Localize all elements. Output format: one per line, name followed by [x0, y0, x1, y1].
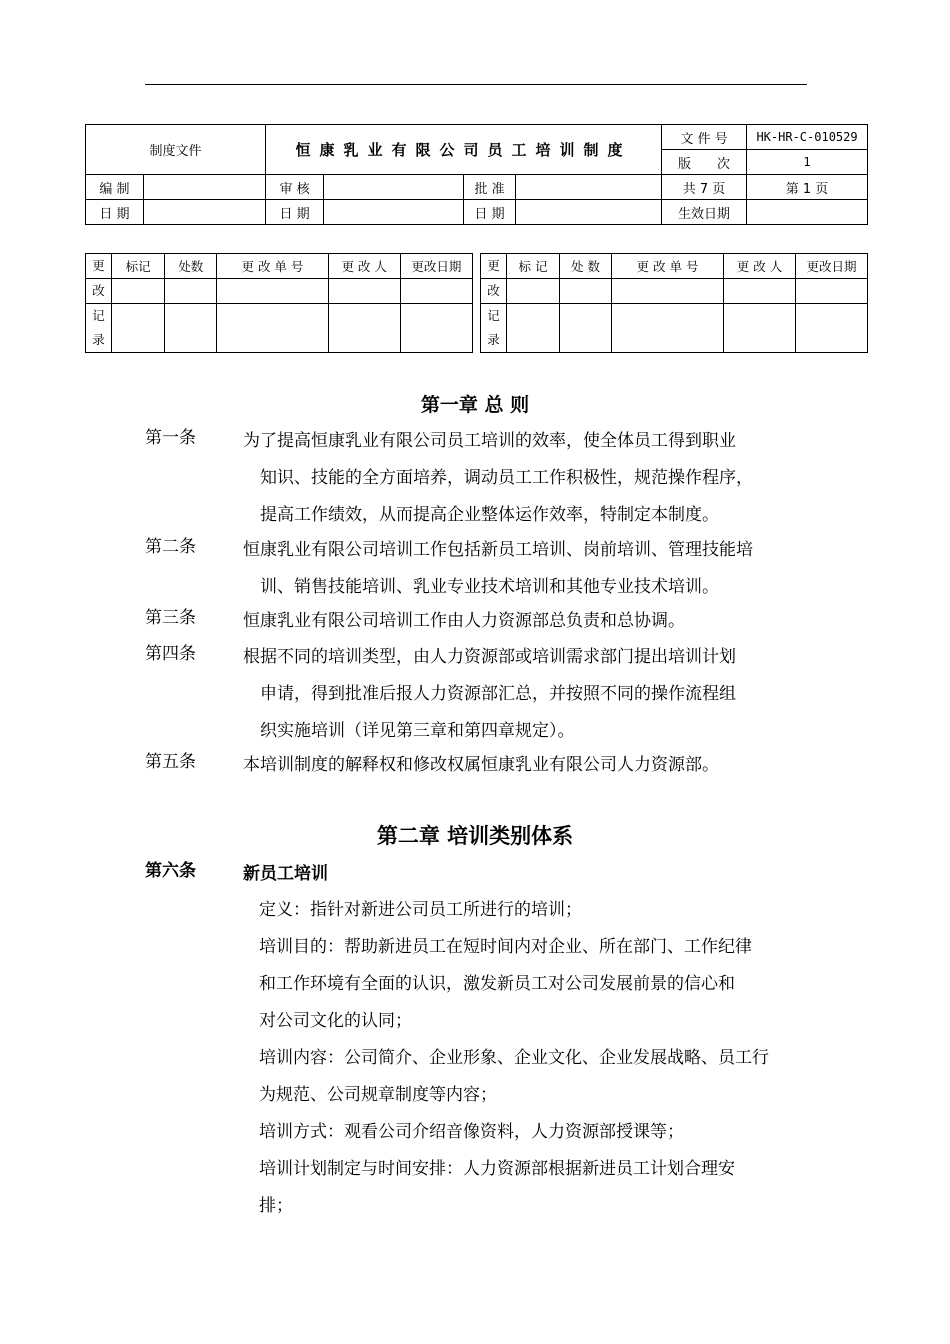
text-line: 织实施培训（详见第三章和第四章规定）。: [260, 721, 575, 741]
empty-cell: [612, 279, 724, 304]
empty-cell: [507, 304, 560, 353]
col-change-no: 更 改 单 号: [612, 254, 724, 279]
text-line: 培训方式：观看公司介绍音像资料，人力资源部授课等；: [259, 1122, 684, 1142]
text-line: 排；: [259, 1196, 293, 1216]
text-line: 申请，得到批准后报人力资源部汇总，并按照不同的操作流程组: [260, 684, 736, 704]
revision-side-label: 改: [481, 279, 507, 304]
text-line: 为规范、公司规章制度等内容；: [259, 1085, 497, 1105]
text-line: 恒康乳业有限公司培训工作包括新员工培训、岗前培训、管理技能培: [243, 540, 753, 560]
approve-date-value: [516, 200, 662, 225]
article-1-text: [243, 423, 809, 534]
text-line: 培训内容：公司简介、企业形象、企业文化、企业发展战略、员工行: [259, 1048, 769, 1068]
empty-cell: [724, 279, 796, 304]
empty-cell: [112, 304, 165, 353]
col-mark: 标 记: [507, 254, 560, 279]
review-label: 审 核: [266, 175, 324, 200]
text-line: 培训计划制定与时间安排：人力资源部根据新进员工计划合理安: [259, 1159, 735, 1179]
side-char: 记: [487, 308, 500, 323]
text-line: 提高工作绩效，从而提高企业整体运作效率，特制定本制度。: [260, 505, 719, 525]
empty-cell: [112, 279, 165, 304]
empty-cell: [796, 279, 868, 304]
header-rule: [145, 84, 807, 85]
approve-value: [516, 175, 662, 200]
revision-side-label: 更: [481, 254, 507, 279]
col-count: 处数: [165, 254, 217, 279]
revision-table-right: [480, 253, 868, 353]
col-change-no: 更 改 单 号: [217, 254, 328, 279]
chapter-2-title: 第二章 培训类别体系: [376, 824, 574, 848]
article-5-label: 第五条: [145, 752, 196, 772]
doc-type-cell: 制度文件: [86, 125, 266, 175]
text-line: 培训目的：帮助新进员工在短时间内对企业、所在部门、工作纪律: [259, 937, 752, 957]
text-line: 知识、技能的全方面培养，调动员工工作积极性，规范操作程序，: [260, 468, 753, 488]
revision-side-label: [481, 304, 507, 353]
article-3-label: 第三条: [145, 608, 196, 628]
compile-value: [144, 175, 266, 200]
side-char: 录: [487, 332, 500, 347]
col-change-date: 更改日期: [400, 254, 472, 279]
text-line: 训、销售技能培训、乳业专业技术培训和其他专业技术培训。: [260, 577, 719, 597]
col-changer: 更 改 人: [328, 254, 400, 279]
approve-label: 批 准: [464, 175, 516, 200]
compile-label: 编 制: [86, 175, 144, 200]
review-date-label: 日 期: [266, 200, 324, 225]
text-line: 为了提高恒康乳业有限公司员工培训的效率，使全体员工得到职业: [243, 431, 736, 451]
empty-cell: [165, 279, 217, 304]
side-char: 录: [92, 332, 105, 347]
text-line: 和工作环境有全面的认识，激发新员工对公司发展前景的信心和: [259, 974, 735, 994]
document-title: 恒康乳业有限公司员工培训制度: [266, 125, 662, 175]
article-4-label: 第四条: [145, 644, 196, 664]
empty-cell: [400, 304, 472, 353]
compile-date-label: 日 期: [86, 200, 144, 225]
approve-date-label: 日 期: [464, 200, 516, 225]
file-no-label: 文 件 号: [662, 125, 747, 150]
article-2-text: [243, 532, 809, 606]
article-1-label: 第一条: [145, 428, 196, 448]
article-6-heading: [243, 856, 809, 893]
revision-side-label: [86, 304, 112, 353]
current-page: 第 1 页: [747, 175, 868, 200]
text-line: 定义：指针对新进公司员工所进行的培训；: [259, 900, 582, 920]
article-6-label: 第六条: [145, 861, 196, 881]
version-label: 版 次: [662, 150, 747, 175]
empty-cell: [724, 304, 796, 353]
article-3-text: [243, 603, 809, 640]
article-4-text: [243, 639, 809, 750]
empty-cell: [560, 304, 612, 353]
empty-cell: [560, 279, 612, 304]
text-line: 新员工培训: [243, 864, 328, 884]
text-line: 恒康乳业有限公司培训工作由人力资源部总负责和总协调。: [243, 611, 685, 631]
text-line: 本培训制度的解释权和修改权属恒康乳业有限公司人力资源部。: [243, 755, 719, 775]
effective-date-value: [747, 200, 868, 225]
empty-cell: [328, 279, 400, 304]
version-value: 1: [747, 150, 868, 175]
chapter-1-title: 第一章 总 则: [420, 394, 530, 416]
total-pages: 共 7 页: [662, 175, 747, 200]
file-no-value: HK-HR-C-010529: [747, 125, 868, 150]
revision-side-label: 更: [86, 254, 112, 279]
empty-cell: [400, 279, 472, 304]
review-date-value: [324, 200, 464, 225]
col-mark: 标记: [112, 254, 165, 279]
empty-cell: [328, 304, 400, 353]
empty-cell: [217, 304, 328, 353]
article-6-body: [259, 892, 811, 1225]
col-changer: 更 改 人: [724, 254, 796, 279]
empty-cell: [217, 279, 328, 304]
review-value: [324, 175, 464, 200]
empty-cell: [507, 279, 560, 304]
revision-side-label: 改: [86, 279, 112, 304]
col-count: 处 数: [560, 254, 612, 279]
article-2-label: 第二条: [145, 537, 196, 557]
compile-date-value: [144, 200, 266, 225]
effective-date-label: 生效日期: [662, 200, 747, 225]
text-line: 根据不同的培训类型，由人力资源部或培训需求部门提出培训计划: [243, 647, 736, 667]
article-5-text: [243, 747, 809, 784]
revision-table-left: [85, 253, 473, 353]
side-char: 记: [92, 308, 105, 323]
empty-cell: [796, 304, 868, 353]
empty-cell: [165, 304, 217, 353]
text-line: 对公司文化的认同；: [259, 1011, 412, 1031]
col-change-date: 更改日期: [796, 254, 868, 279]
empty-cell: [612, 304, 724, 353]
document-header-table: [85, 124, 868, 225]
